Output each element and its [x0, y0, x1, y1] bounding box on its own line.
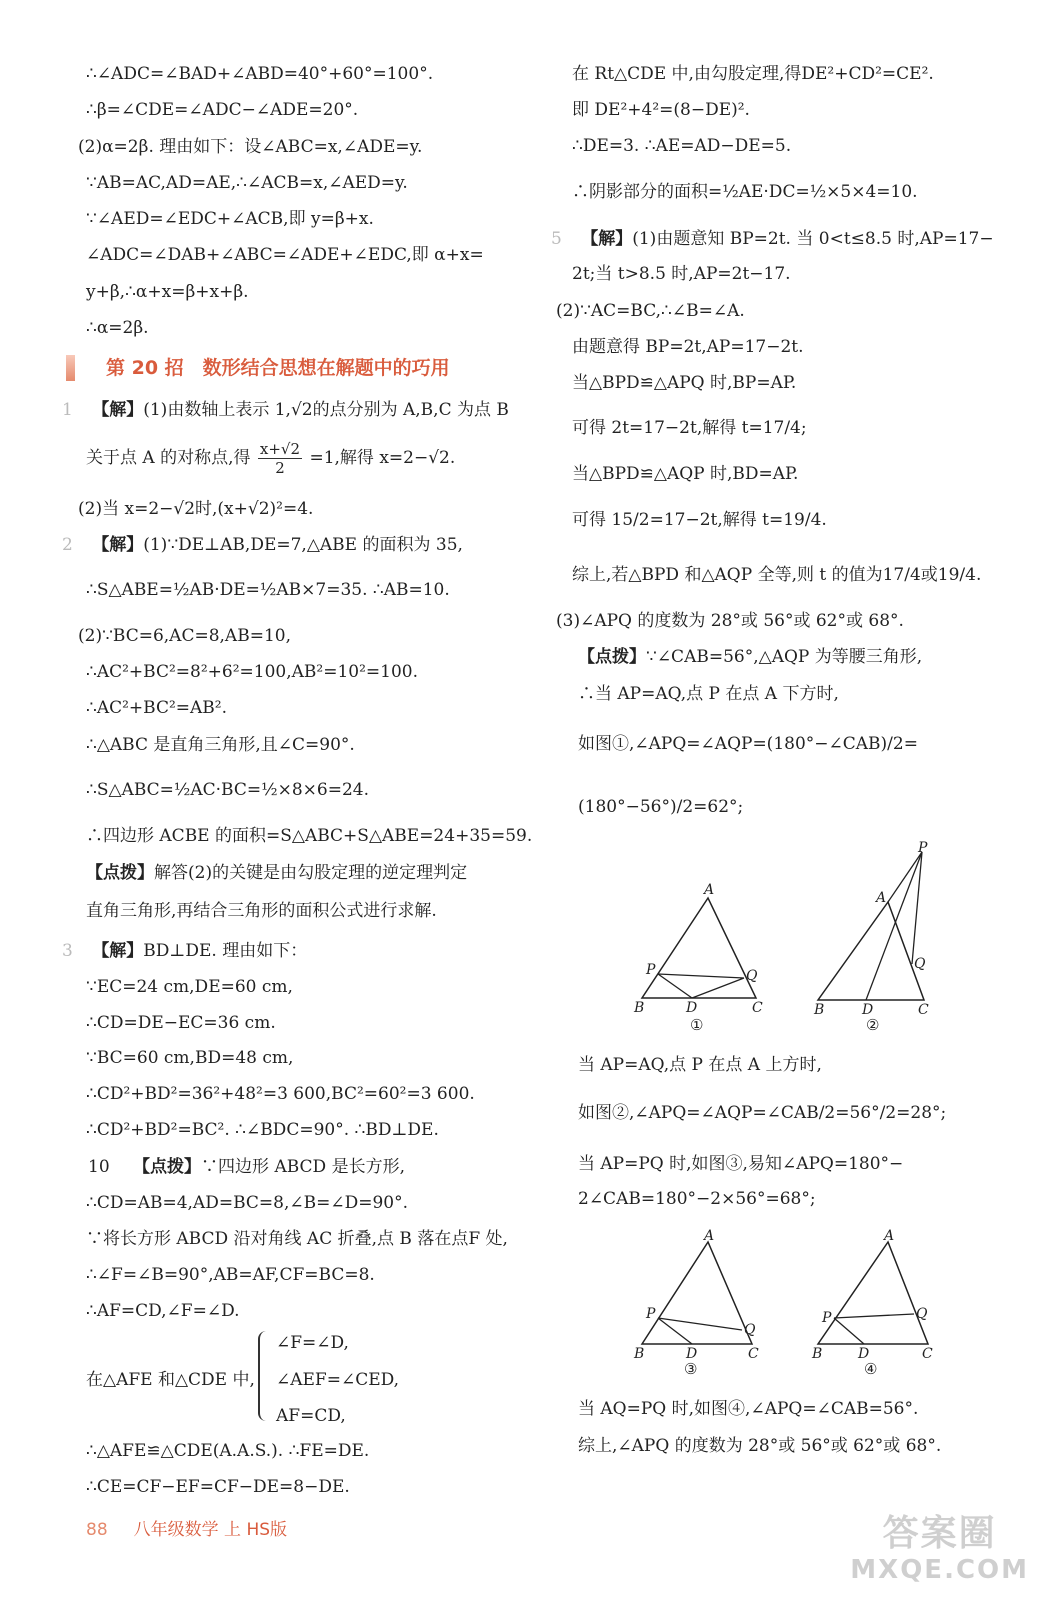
figure-row-2 — [628, 1222, 948, 1382]
answer-line: 可得 2t=17−2t,解得 t=17/4; — [572, 418, 807, 438]
question-10 — [88, 1155, 405, 1179]
tip-tag: 【点拨】 — [578, 647, 646, 667]
tip-line: 当 AP=PQ 时,如图③,易知∠APQ=180°− — [578, 1154, 904, 1174]
question-3 — [62, 939, 307, 963]
answer-line: 在△AFE 和△CDE 中, — [86, 1370, 255, 1390]
question-1 — [62, 398, 509, 422]
answer-line: ∴CE=CF−EF=CF−DE=8−DE. — [86, 1477, 350, 1497]
label-d: D — [862, 1002, 874, 1018]
page-footer — [86, 1515, 287, 1540]
answer-line: ∴CD²+BD²=BC². ∴∠BDC=90°. ∴BD⊥DE. — [86, 1120, 439, 1140]
segment-ap — [888, 852, 922, 902]
caption-3: ③ — [684, 1360, 698, 1378]
label-q: Q — [914, 956, 926, 972]
proof-line: ∴β=∠CDE=∠ADC−∠ADE=20°. — [86, 100, 359, 120]
answer-line: ∴AF=CD,∠F=∠D. — [86, 1301, 240, 1321]
answer-line: ∵将长方形 ABCD 沿对角线 AC 折叠,点 B 落在点F 处, — [86, 1229, 508, 1249]
proof-line: ∵AB=AC,AD=AE,∴∠ACB=x,∠AED=y. — [86, 173, 408, 193]
answer-line: 综上,若△BPD 和△AQP 全等,则 t 的值为17/4或19/4. — [572, 565, 982, 585]
question-number: 2 — [62, 535, 73, 555]
tip-line — [578, 645, 922, 669]
page-number: 88 — [86, 1520, 108, 1540]
answer-tag: 【点拨】 — [133, 1157, 202, 1177]
tip-line: 综上,∠APQ 的度数为 28°或 56°或 62°或 68°. — [578, 1436, 942, 1456]
question-number: 10 — [88, 1157, 110, 1177]
answer-line: 当△BPD≌△AQP 时,BD=AP. — [572, 464, 799, 484]
brace-item: ∠F=∠D, — [276, 1333, 349, 1353]
answer-line: ∴阴影部分的面积=½AE·DC=½×5×4=10. — [572, 182, 918, 202]
answer-line: (2)∵BC=6,AC=8,AB=10, — [78, 626, 291, 646]
answer-line: (2)∵AC=BC,∴∠B=∠A. — [556, 301, 745, 321]
answer-line: 在 Rt△CDE 中,由勾股定理,得DE²+CD²=CE². — [572, 64, 934, 84]
answer-line: ∴AC²+BC²=AB². — [86, 698, 228, 718]
proof-line: ∴∠ADC=∠BAD+∠ABD=40°+60°=100°. — [86, 64, 434, 84]
section-bar — [66, 355, 75, 381]
brace-item: AF=CD, — [276, 1406, 346, 1426]
question-5 — [551, 227, 994, 251]
answer-line: ∴△AFE≌△CDE(A.A.S.). ∴FE=DE. — [86, 1441, 370, 1461]
label-a: A — [884, 1228, 895, 1244]
answer-line: ∵EC=24 cm,DE=60 cm, — [86, 977, 293, 997]
answer-text: =1,解得 x=2−√2. — [309, 448, 456, 468]
tip-line: 如图①,∠APQ=∠AQP=(180°−∠CAB)/2= — [578, 734, 918, 754]
answer-line: ∴AC²+BC²=8²+6²=100,AB²=10²=100. — [86, 662, 419, 682]
tip-line — [86, 861, 467, 885]
tip-line: 如图②,∠APQ=∠AQP=∠CAB/2=56°/2=28°; — [578, 1103, 947, 1123]
answer-line: ∴CD²+BD²=36²+48²=3 600,BC²=60²=3 600. — [86, 1084, 475, 1104]
segment-dq — [692, 978, 744, 998]
proof-line: y+β,∴α+x=β+x+β. — [86, 282, 249, 302]
label-d: D — [858, 1346, 870, 1362]
label-c: C — [918, 1002, 929, 1018]
segment-pq — [658, 974, 744, 978]
tip-tag: 【点拨】 — [86, 863, 154, 883]
answer-line: ∵BC=60 cm,BD=48 cm, — [86, 1048, 294, 1068]
label-q: Q — [916, 1306, 928, 1322]
answer-text: (1)∵DE⊥AB,DE=7,△ABE 的面积为 35, — [143, 535, 463, 555]
tip-line: (180°−56°)/2=62°; — [578, 797, 744, 817]
label-p: P — [646, 962, 656, 978]
caption-1: ① — [690, 1016, 704, 1034]
answer-line: 2t;当 t>8.5 时,AP=2t−17. — [572, 264, 791, 284]
watermark-en: MXQE.COM — [850, 1555, 1029, 1585]
fraction — [258, 440, 302, 477]
answer-tag: 【解】 — [581, 229, 633, 249]
question-number: 3 — [62, 941, 73, 961]
tip-text: 解答(2)的关键是由勾股定理的逆定理判定 — [154, 863, 468, 883]
answer-text: (1)由数轴上表示 1,√2的点分别为 A,B,C 为点 B — [143, 400, 509, 420]
segment-pq — [834, 1314, 914, 1318]
answer-text: ∵四边形 ABCD 是长方形, — [201, 1157, 405, 1177]
triangle-abc — [642, 898, 756, 998]
tip-line: 当 AP=AQ,点 P 在点 A 上方时, — [578, 1055, 822, 1075]
proof-line: ∵∠AED=∠EDC+∠ACB,即 y=β+x. — [86, 209, 374, 229]
fraction-num: x+√2 — [259, 440, 301, 458]
question-number: 5 — [551, 229, 562, 249]
label-p: P — [822, 1310, 832, 1326]
answer-line: 当△BPD≌△APQ 时,BP=AP. — [572, 373, 797, 393]
label-a: A — [704, 1228, 715, 1244]
label-b: B — [812, 1346, 823, 1362]
brace-item: ∠AEF=∠CED, — [276, 1370, 400, 1390]
watermark-cn: 答案圈 — [882, 1513, 997, 1554]
tip-text: ∵∠CAB=56°,△AQP 为等腰三角形, — [646, 647, 923, 667]
proof-line: ∠ADC=∠DAB+∠ABC=∠ADE+∠EDC,即 α+x= — [86, 245, 484, 265]
segment-pd — [658, 974, 692, 998]
label-d: D — [686, 1346, 698, 1362]
answer-line: 可得 15/2=17−2t,解得 t=19/4. — [572, 510, 827, 530]
label-d: D — [686, 1000, 698, 1016]
label-q: Q — [744, 1322, 756, 1338]
label-b: B — [634, 1000, 645, 1016]
answer-line — [86, 440, 455, 477]
answer-line: ∴DE=3. ∴AE=AD−DE=5. — [572, 136, 792, 156]
figure-3 — [633, 1228, 759, 1378]
figure-4 — [811, 1228, 933, 1378]
answer-tag: 【解】 — [92, 400, 144, 420]
label-c: C — [922, 1346, 933, 1362]
answer-line: ∴∠F=∠B=90°,AB=AF,CF=BC=8. — [86, 1265, 375, 1285]
segment-pq — [912, 852, 922, 964]
proof-line: (2)α=2β. 理由如下：设∠ABC=x,∠ADE=y. — [78, 137, 423, 157]
section-title: 第 20 招 数形结合思想在解题中的巧用 — [106, 357, 450, 379]
segment-pd — [834, 1318, 864, 1344]
triangle-abc — [818, 1242, 928, 1344]
watermark — [850, 1513, 1029, 1588]
answer-line: 由题意得 BP=2t,AP=17−2t. — [572, 337, 804, 357]
answer-text: 关于点 A 的对称点,得 — [86, 448, 251, 468]
question-2 — [62, 533, 463, 557]
label-a: A — [704, 882, 715, 898]
tip-line: 直角三角形,再结合三角形的面积公式进行求解. — [86, 901, 437, 921]
label-a: A — [876, 890, 887, 906]
brace — [258, 1331, 270, 1421]
book-title: 八年级数学 上 HS版 — [133, 1520, 288, 1540]
label-p: P — [918, 840, 928, 856]
tip-line: 2∠CAB=180°−2×56°=68°; — [578, 1189, 816, 1209]
answer-line: ∴S△ABC=½AC·BC=½×8×6=24. — [86, 780, 369, 800]
answer-text: BD⊥DE. 理由如下： — [143, 941, 308, 961]
answer-line: 即 DE²+4²=(8−DE)². — [572, 100, 750, 120]
answer-line: ∴四边形 ACBE 的面积=S△ABC+S△ABE=24+35=59. — [86, 826, 533, 846]
label-c: C — [748, 1346, 759, 1362]
segment-pd — [866, 852, 922, 1000]
proof-line: ∴α=2β. — [86, 318, 149, 338]
tip-line: ∴当 AP=AQ,点 P 在点 A 下方时, — [578, 684, 839, 704]
label-b: B — [814, 1002, 825, 1018]
answer-line: (2)当 x=2−√2时,(x+√2)²=4. — [78, 499, 314, 519]
fraction-den: 2 — [275, 459, 285, 477]
figure-row-1 — [628, 840, 948, 1040]
answer-text: (1)由题意知 BP=2t. 当 0<t≤8.5 时,AP=17− — [632, 229, 994, 249]
caption-4: ④ — [864, 1360, 878, 1378]
label-p: P — [646, 1306, 656, 1322]
figure-2 — [813, 840, 929, 1034]
answer-line: ∴S△ABE=½AB·DE=½AB×7=35. ∴AB=10. — [86, 580, 450, 600]
caption-2: ② — [866, 1016, 880, 1034]
answer-tag: 【解】 — [92, 941, 144, 961]
label-c: C — [752, 1000, 763, 1016]
answer-tag: 【解】 — [92, 535, 144, 555]
label-q: Q — [746, 968, 758, 984]
figure-1 — [633, 882, 763, 1034]
answer-line: (3)∠APQ 的度数为 28°或 56°或 62°或 68°. — [556, 611, 904, 631]
question-number: 1 — [62, 400, 73, 420]
answer-line: ∴△ABC 是直角三角形,且∠C=90°. — [86, 735, 355, 755]
label-b: B — [634, 1346, 645, 1362]
answer-line: ∴CD=DE−EC=36 cm. — [86, 1013, 276, 1033]
answer-line: ∴CD=AB=4,AD=BC=8,∠B=∠D=90°. — [86, 1193, 408, 1213]
tip-line: 当 AQ=PQ 时,如图④,∠APQ=∠CAB=56°. — [578, 1399, 919, 1419]
